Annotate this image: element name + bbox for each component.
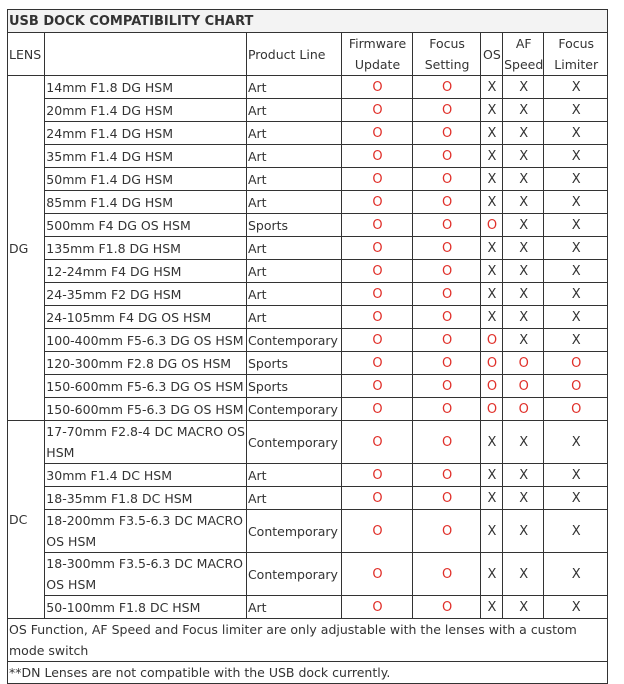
x-mark-icon: X [519, 195, 529, 210]
x-mark-icon: X [487, 241, 497, 256]
table-row [8, 260, 608, 283]
x-mark-icon: X [487, 435, 497, 450]
compat-cell-os [480, 99, 502, 122]
compat-cell-os [480, 398, 502, 421]
lens-name: 24-35mm F2 DG HSM [45, 283, 247, 306]
compat-cell-af [503, 375, 544, 398]
circle-mark-icon: O [486, 379, 498, 394]
compat-cell-af [503, 421, 544, 464]
x-mark-icon: X [487, 491, 497, 506]
x-mark-icon: X [519, 435, 529, 450]
product-line: Art [246, 168, 341, 191]
compat-cell-fl [544, 329, 608, 352]
compat-cell-os [480, 464, 502, 487]
compat-cell-fw [341, 145, 413, 168]
circle-mark-icon: O [486, 333, 498, 348]
compat-cell-fs [413, 464, 481, 487]
compat-cell-fw [341, 99, 413, 122]
table-row [8, 329, 608, 352]
circle-mark-icon: O [372, 172, 383, 187]
product-line: Sports [246, 214, 341, 237]
circle-mark-icon: O [372, 149, 383, 164]
table-row [8, 375, 608, 398]
circle-mark-icon: O [441, 172, 453, 187]
circle-mark-icon: O [372, 287, 383, 302]
x-mark-icon: X [571, 126, 581, 141]
compat-cell-af [503, 99, 544, 122]
product-line: Art [246, 145, 341, 168]
circle-mark-icon: O [372, 80, 383, 95]
lens-name: 135mm F1.8 DG HSM [45, 237, 247, 260]
x-mark-icon: X [571, 435, 581, 450]
product-line: Contemporary [246, 510, 341, 553]
compat-cell-fl [544, 306, 608, 329]
table-row [8, 421, 608, 464]
x-mark-icon: X [487, 149, 497, 164]
lens-name: 85mm F1.4 DG HSM [45, 191, 247, 214]
x-mark-icon: X [571, 80, 581, 95]
x-mark-icon: X [487, 172, 497, 187]
table-row [8, 145, 608, 168]
x-mark-icon: X [487, 287, 497, 302]
compat-cell-af [503, 306, 544, 329]
table-row [8, 464, 608, 487]
compat-cell-fw [341, 352, 413, 375]
compat-cell-af [503, 329, 544, 352]
compat-cell-af [503, 510, 544, 553]
x-mark-icon: X [571, 103, 581, 118]
compat-cell-os [480, 553, 502, 596]
compat-cell-fs [413, 510, 481, 553]
lens-name: 30mm F1.4 DC HSM [45, 464, 247, 487]
compat-cell-fl [544, 375, 608, 398]
footnote: OS Function, AF Speed and Focus limiter are only adjustable with the lenses with a custom mode switch [8, 619, 608, 662]
compat-cell-fl [544, 260, 608, 283]
x-mark-icon: X [571, 468, 581, 483]
circle-mark-icon: O [441, 600, 453, 615]
compat-cell-fw [341, 596, 413, 619]
product-line: Sports [246, 375, 341, 398]
compat-cell-fl [544, 145, 608, 168]
x-mark-icon: X [487, 567, 497, 582]
compat-cell-os [480, 260, 502, 283]
circle-mark-icon: O [441, 264, 453, 279]
compat-cell-fw [341, 306, 413, 329]
lens-name: 24-105mm F4 DG OS HSM [45, 306, 247, 329]
circle-mark-icon: O [441, 402, 453, 417]
compat-cell-fs [413, 352, 481, 375]
compat-cell-os [480, 510, 502, 553]
table-row [8, 214, 608, 237]
x-mark-icon: X [519, 218, 529, 233]
compat-cell-os [480, 145, 502, 168]
circle-mark-icon: O [486, 218, 498, 233]
x-mark-icon: X [519, 264, 529, 279]
x-mark-icon: X [487, 468, 497, 483]
x-mark-icon: X [519, 287, 529, 302]
header-firmware-update [341, 33, 413, 76]
circle-mark-icon: O [441, 310, 453, 325]
compat-cell-fs [413, 76, 481, 99]
compat-cell-fw [341, 464, 413, 487]
compat-cell-af [503, 237, 544, 260]
circle-mark-icon: O [372, 103, 383, 118]
product-line: Contemporary [246, 398, 341, 421]
x-mark-icon: X [519, 103, 529, 118]
compat-cell-fs [413, 214, 481, 237]
compat-cell-fl [544, 168, 608, 191]
lens-name: 18-35mm F1.8 DC HSM [45, 487, 247, 510]
compat-cell-fw [341, 553, 413, 596]
compat-cell-fw [341, 260, 413, 283]
header-focus-setting-line2: Setting [424, 57, 470, 72]
circle-mark-icon: O [372, 524, 383, 539]
compat-cell-fs [413, 553, 481, 596]
compat-cell-af [503, 398, 544, 421]
lens-name: 500mm F4 DG OS HSM [45, 214, 247, 237]
compat-cell-fl [544, 421, 608, 464]
compat-cell-fs [413, 306, 481, 329]
compat-cell-fw [341, 510, 413, 553]
compat-cell-fl [544, 464, 608, 487]
circle-mark-icon: O [372, 567, 383, 582]
x-mark-icon: X [519, 80, 529, 95]
circle-mark-icon: O [441, 356, 453, 371]
table-row [8, 553, 608, 596]
circle-mark-icon: O [441, 241, 453, 256]
x-mark-icon: X [487, 126, 497, 141]
header-focus-setting [413, 33, 481, 76]
x-mark-icon: X [571, 524, 581, 539]
x-mark-icon: X [519, 172, 529, 187]
x-mark-icon: X [571, 149, 581, 164]
x-mark-icon: X [487, 264, 497, 279]
compat-cell-fl [544, 191, 608, 214]
compat-cell-fw [341, 421, 413, 464]
header-product-line: Product Line [246, 33, 341, 76]
compat-cell-fw [341, 237, 413, 260]
circle-mark-icon: O [372, 468, 383, 483]
compat-cell-fl [544, 510, 608, 553]
x-mark-icon: X [519, 241, 529, 256]
compat-cell-af [503, 260, 544, 283]
compat-cell-fw [341, 76, 413, 99]
product-line: Art [246, 99, 341, 122]
compat-cell-fs [413, 398, 481, 421]
circle-mark-icon: O [518, 356, 529, 371]
x-mark-icon: X [571, 218, 581, 233]
header-lens-name [45, 33, 247, 76]
table-row [8, 168, 608, 191]
header-lens: LENS [8, 33, 45, 76]
lens-name: 18-300mm F3.5-6.3 DC MACRO OS HSM [45, 553, 247, 596]
x-mark-icon: X [519, 491, 529, 506]
table-row [8, 99, 608, 122]
footnote: **DN Lenses are not compatible with the USB dock currently. [8, 662, 608, 684]
lens-name: 50mm F1.4 DG HSM [45, 168, 247, 191]
circle-mark-icon: O [441, 333, 453, 348]
header-focus-limiter-line1: Focus [558, 36, 595, 51]
compat-cell-os [480, 237, 502, 260]
x-mark-icon: X [519, 600, 529, 615]
compat-cell-fl [544, 398, 608, 421]
product-line: Contemporary [246, 553, 341, 596]
compat-cell-af [503, 168, 544, 191]
circle-mark-icon: O [372, 600, 383, 615]
x-mark-icon: X [519, 468, 529, 483]
x-mark-icon: X [571, 241, 581, 256]
compat-cell-af [503, 122, 544, 145]
table-row [8, 306, 608, 329]
compat-cell-fs [413, 596, 481, 619]
header-focus-limiter [544, 33, 608, 76]
product-line: Art [246, 306, 341, 329]
header-os: OS [480, 33, 502, 76]
product-line: Art [246, 596, 341, 619]
circle-mark-icon: O [441, 218, 453, 233]
lens-group-label: DG [8, 76, 45, 421]
circle-mark-icon: O [441, 287, 453, 302]
header-focus-setting-line1: Focus [429, 36, 465, 51]
compat-cell-os [480, 214, 502, 237]
circle-mark-icon: O [441, 195, 453, 210]
compat-cell-os [480, 191, 502, 214]
lens-name: 120-300mm F2.8 DG OS HSM [45, 352, 247, 375]
circle-mark-icon: O [441, 80, 453, 95]
compat-cell-fs [413, 168, 481, 191]
circle-mark-icon: O [372, 218, 383, 233]
x-mark-icon: X [487, 80, 497, 95]
circle-mark-icon: O [486, 356, 498, 371]
compat-cell-fw [341, 168, 413, 191]
header-af-speed-line1: AF [515, 36, 532, 51]
compat-cell-af [503, 214, 544, 237]
x-mark-icon: X [519, 567, 529, 582]
x-mark-icon: X [519, 524, 529, 539]
circle-mark-icon: O [372, 310, 383, 325]
compat-cell-fw [341, 487, 413, 510]
circle-mark-icon: O [518, 379, 529, 394]
x-mark-icon: X [487, 524, 497, 539]
circle-mark-icon: O [372, 379, 383, 394]
compat-cell-fl [544, 487, 608, 510]
x-mark-icon: X [487, 310, 497, 325]
product-line: Art [246, 191, 341, 214]
compat-cell-os [480, 596, 502, 619]
circle-mark-icon: O [441, 103, 453, 118]
x-mark-icon: X [487, 195, 497, 210]
compat-cell-fs [413, 145, 481, 168]
table-row [8, 283, 608, 306]
product-line: Sports [246, 352, 341, 375]
table-title: USB DOCK COMPATIBILITY CHART [8, 10, 608, 33]
compat-cell-fs [413, 122, 481, 145]
compat-cell-os [480, 329, 502, 352]
circle-mark-icon: O [372, 435, 383, 450]
compat-cell-os [480, 122, 502, 145]
x-mark-icon: X [571, 172, 581, 187]
lens-name: 24mm F1.4 DG HSM [45, 122, 247, 145]
lens-name: 17-70mm F2.8-4 DC MACRO OS HSM [45, 421, 247, 464]
x-mark-icon: X [571, 310, 581, 325]
compat-cell-fw [341, 191, 413, 214]
header-af-speed [503, 33, 544, 76]
compat-cell-fs [413, 260, 481, 283]
circle-mark-icon: O [372, 126, 383, 141]
circle-mark-icon: O [571, 402, 582, 417]
header-firmware-update-line1: Firmware [348, 36, 407, 51]
compat-cell-af [503, 283, 544, 306]
lens-name: 50-100mm F1.8 DC HSM [45, 596, 247, 619]
compat-cell-os [480, 168, 502, 191]
compat-cell-fw [341, 283, 413, 306]
table-row [8, 596, 608, 619]
product-line: Art [246, 76, 341, 99]
compat-cell-os [480, 283, 502, 306]
product-line: Art [246, 283, 341, 306]
compat-cell-fs [413, 375, 481, 398]
circle-mark-icon: O [441, 491, 453, 506]
circle-mark-icon: O [372, 264, 383, 279]
x-mark-icon: X [571, 491, 581, 506]
circle-mark-icon: O [372, 241, 383, 256]
circle-mark-icon: O [372, 333, 383, 348]
x-mark-icon: X [487, 103, 497, 118]
table-row [8, 510, 608, 553]
product-line: Art [246, 464, 341, 487]
x-mark-icon: X [571, 333, 581, 348]
compat-cell-fl [544, 352, 608, 375]
compat-cell-fl [544, 596, 608, 619]
lens-name: 14mm F1.8 DG HSM [45, 76, 247, 99]
compat-cell-af [503, 553, 544, 596]
compat-cell-fw [341, 375, 413, 398]
circle-mark-icon: O [372, 491, 383, 506]
compat-cell-fw [341, 122, 413, 145]
lens-name: 150-600mm F5-6.3 DG OS HSM [45, 375, 247, 398]
compat-cell-fl [544, 76, 608, 99]
compat-cell-fs [413, 487, 481, 510]
x-mark-icon: X [571, 287, 581, 302]
circle-mark-icon: O [372, 356, 383, 371]
lens-name: 20mm F1.4 DG HSM [45, 99, 247, 122]
compat-cell-af [503, 464, 544, 487]
circle-mark-icon: O [372, 402, 383, 417]
compat-cell-af [503, 145, 544, 168]
product-line: Contemporary [246, 329, 341, 352]
x-mark-icon: X [519, 149, 529, 164]
lens-name: 12-24mm F4 DG HSM [45, 260, 247, 283]
compat-cell-fl [544, 553, 608, 596]
circle-mark-icon: O [372, 195, 383, 210]
x-mark-icon: X [571, 600, 581, 615]
compat-cell-os [480, 76, 502, 99]
compat-cell-fw [341, 214, 413, 237]
lens-name: 100-400mm F5-6.3 DG OS HSM [45, 329, 247, 352]
compat-cell-fl [544, 122, 608, 145]
table-row [8, 191, 608, 214]
lens-name: 150-600mm F5-6.3 DG OS HSM [45, 398, 247, 421]
header-focus-limiter-line2: Limiter [554, 57, 599, 72]
product-line: Art [246, 122, 341, 145]
x-mark-icon: X [519, 126, 529, 141]
circle-mark-icon: O [518, 402, 529, 417]
compat-cell-fw [341, 398, 413, 421]
circle-mark-icon: O [486, 402, 498, 417]
compat-cell-af [503, 191, 544, 214]
table-row [8, 398, 608, 421]
table-row [8, 237, 608, 260]
x-mark-icon: X [519, 333, 529, 348]
circle-mark-icon: O [441, 567, 453, 582]
circle-mark-icon: O [441, 468, 453, 483]
product-line: Art [246, 260, 341, 283]
compat-cell-fs [413, 99, 481, 122]
lens-group-label: DC [8, 421, 45, 619]
compat-cell-fw [341, 329, 413, 352]
compat-cell-af [503, 596, 544, 619]
compat-cell-fl [544, 283, 608, 306]
circle-mark-icon: O [441, 435, 453, 450]
table-row [8, 352, 608, 375]
header-af-speed-line2: Speed [504, 57, 544, 72]
product-line: Art [246, 237, 341, 260]
x-mark-icon: X [571, 195, 581, 210]
lens-name: 35mm F1.4 DG HSM [45, 145, 247, 168]
circle-mark-icon: O [441, 524, 453, 539]
compat-cell-os [480, 306, 502, 329]
table-row [8, 487, 608, 510]
header-firmware-update-line2: Update [354, 57, 401, 72]
compat-cell-fs [413, 329, 481, 352]
circle-mark-icon: O [571, 356, 582, 371]
compat-cell-fs [413, 191, 481, 214]
compat-cell-fl [544, 214, 608, 237]
compat-cell-os [480, 352, 502, 375]
compat-cell-fl [544, 99, 608, 122]
circle-mark-icon: O [571, 379, 582, 394]
circle-mark-icon: O [441, 149, 453, 164]
table-row [8, 76, 608, 99]
compat-cell-fs [413, 237, 481, 260]
x-mark-icon: X [571, 567, 581, 582]
x-mark-icon: X [519, 310, 529, 325]
circle-mark-icon: O [441, 126, 453, 141]
product-line: Contemporary [246, 421, 341, 464]
x-mark-icon: X [487, 600, 497, 615]
compat-cell-af [503, 352, 544, 375]
compat-cell-af [503, 76, 544, 99]
compat-cell-af [503, 487, 544, 510]
compatibility-table [7, 9, 608, 684]
x-mark-icon: X [571, 264, 581, 279]
lens-name: 18-200mm F3.5-6.3 DC MACRO OS HSM [45, 510, 247, 553]
table-row [8, 122, 608, 145]
compat-cell-fs [413, 421, 481, 464]
compat-cell-fs [413, 283, 481, 306]
compat-cell-os [480, 487, 502, 510]
circle-mark-icon: O [441, 379, 453, 394]
product-line: Art [246, 487, 341, 510]
compat-cell-fl [544, 237, 608, 260]
compat-cell-os [480, 421, 502, 464]
compat-cell-os [480, 375, 502, 398]
